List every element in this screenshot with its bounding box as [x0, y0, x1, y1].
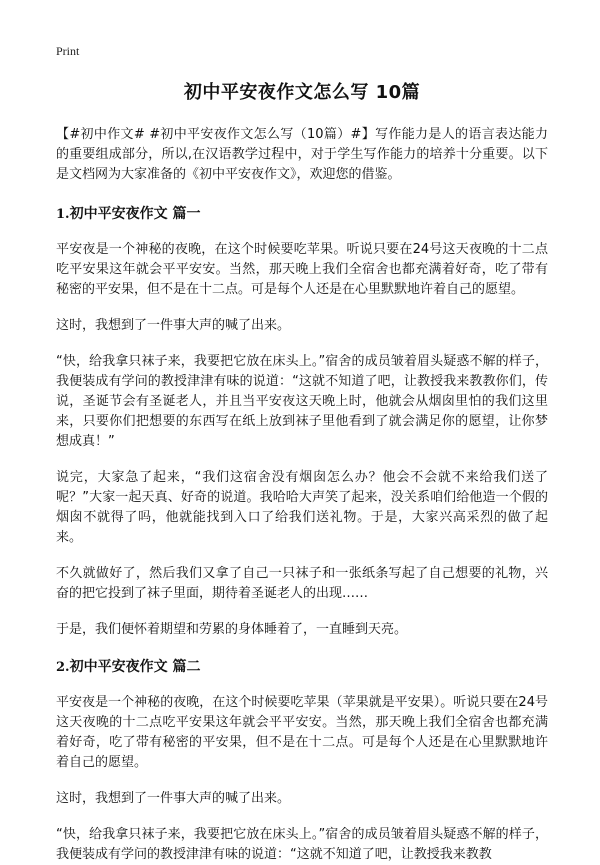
section-heading-text: 初中平安夜作文 篇一: [69, 206, 201, 222]
paragraph: 这时，我想到了一件事大声的喊了出来。: [56, 791, 291, 806]
paragraph: “快，给我拿只袜子来，我要把它放在床头上。”宿舍的成员皱着眉头疑惑不解的样子，我便装成有学问的教授津津有味的说道：“这就不知道了吧，让教授我来教教你们，传说，圣诞节会有圣诞老人，并且当平安夜这天晚上时，他就会从烟囱里怕的我们这里来，只要你们把想要的东西写在纸上放到袜子里他看到了就会满足你的愿望，让你梦想成真！”: [56, 354, 548, 449]
section-heading: [56, 203, 548, 226]
section-heading-text: 初中平安夜作文 篇二: [69, 659, 201, 675]
paragraph: 不久就做好了，然后我们又拿了自己一只袜子和一张纸条写起了自己想要的礼物，兴奋的把它投到了袜子里面，期待着圣诞老人的出现……: [56, 566, 548, 601]
section-1: [56, 203, 548, 640]
section-number: 2.: [56, 660, 70, 675]
document-title: 初中平安夜作文怎么写 10篇: [183, 82, 421, 103]
document-lead: 【#初中作文# #初中平安夜作文怎么写（10篇）#】写作能力是人的语言表达能力的重要组成部分，所以,在汉语教学过程中，对于学生写作能力的培养十分重要。以下是文档网为大家准备的《初中平安夜作文》，欢迎您的借鉴。: [56, 127, 548, 182]
section-heading: [56, 656, 548, 679]
paragraph: “快，给我拿只袜子来，我要把它放在床头上。”宿舍的成员皱着眉头疑惑不解的样子，我便装成有学问的教授津津有味的说道：“这就不知道了吧，让教授我来教教: [56, 827, 548, 862]
paragraph: 平安夜是一个神秘的夜晚，在这个时候要吃苹果（苹果就是平安果）。听说只要在24号这天夜晚的十二点吃平安果这年就会平平安安。当然，那天晚上我们全宿舍也都充满着好奇，吃了带有秘密的平安果，但不是在十二点。可是每个人还是在心里默默地许着自己的愿望。: [56, 695, 548, 770]
paragraph: 平安夜是一个神秘的夜晚，在这个时候要吃苹果。听说只要在24号这天夜晚的十二点吃平安果这年就会平平安安。当然，那天晚上我们全宿舍也都充满着好奇，吃了带有秘密的平安果，但不是在十二点。可是每个人还是在心里默默地许着自己的愿望。: [56, 242, 548, 297]
section-2: [56, 656, 548, 865]
paragraph: 这时，我想到了一件事大声的喊了出来。: [56, 318, 291, 333]
print-label: Print: [56, 44, 80, 58]
section-number: 1.: [56, 207, 70, 222]
paragraph: 于是，我们便怀着期望和劳累的身体睡着了，一直睡到天亮。: [56, 622, 408, 637]
paragraph: 说完，大家急了起来，“我们这宿舍没有烟囱怎么办？他会不会就不来给我们送了呢？”大家一起天真、好奇的说道。我哈哈大声笑了起来，没关系咱们给他造一个假的烟囱不就得了吗，他就能找到入口了给我们送礼物。于是，大家兴高采烈的做了起来。: [56, 470, 548, 545]
